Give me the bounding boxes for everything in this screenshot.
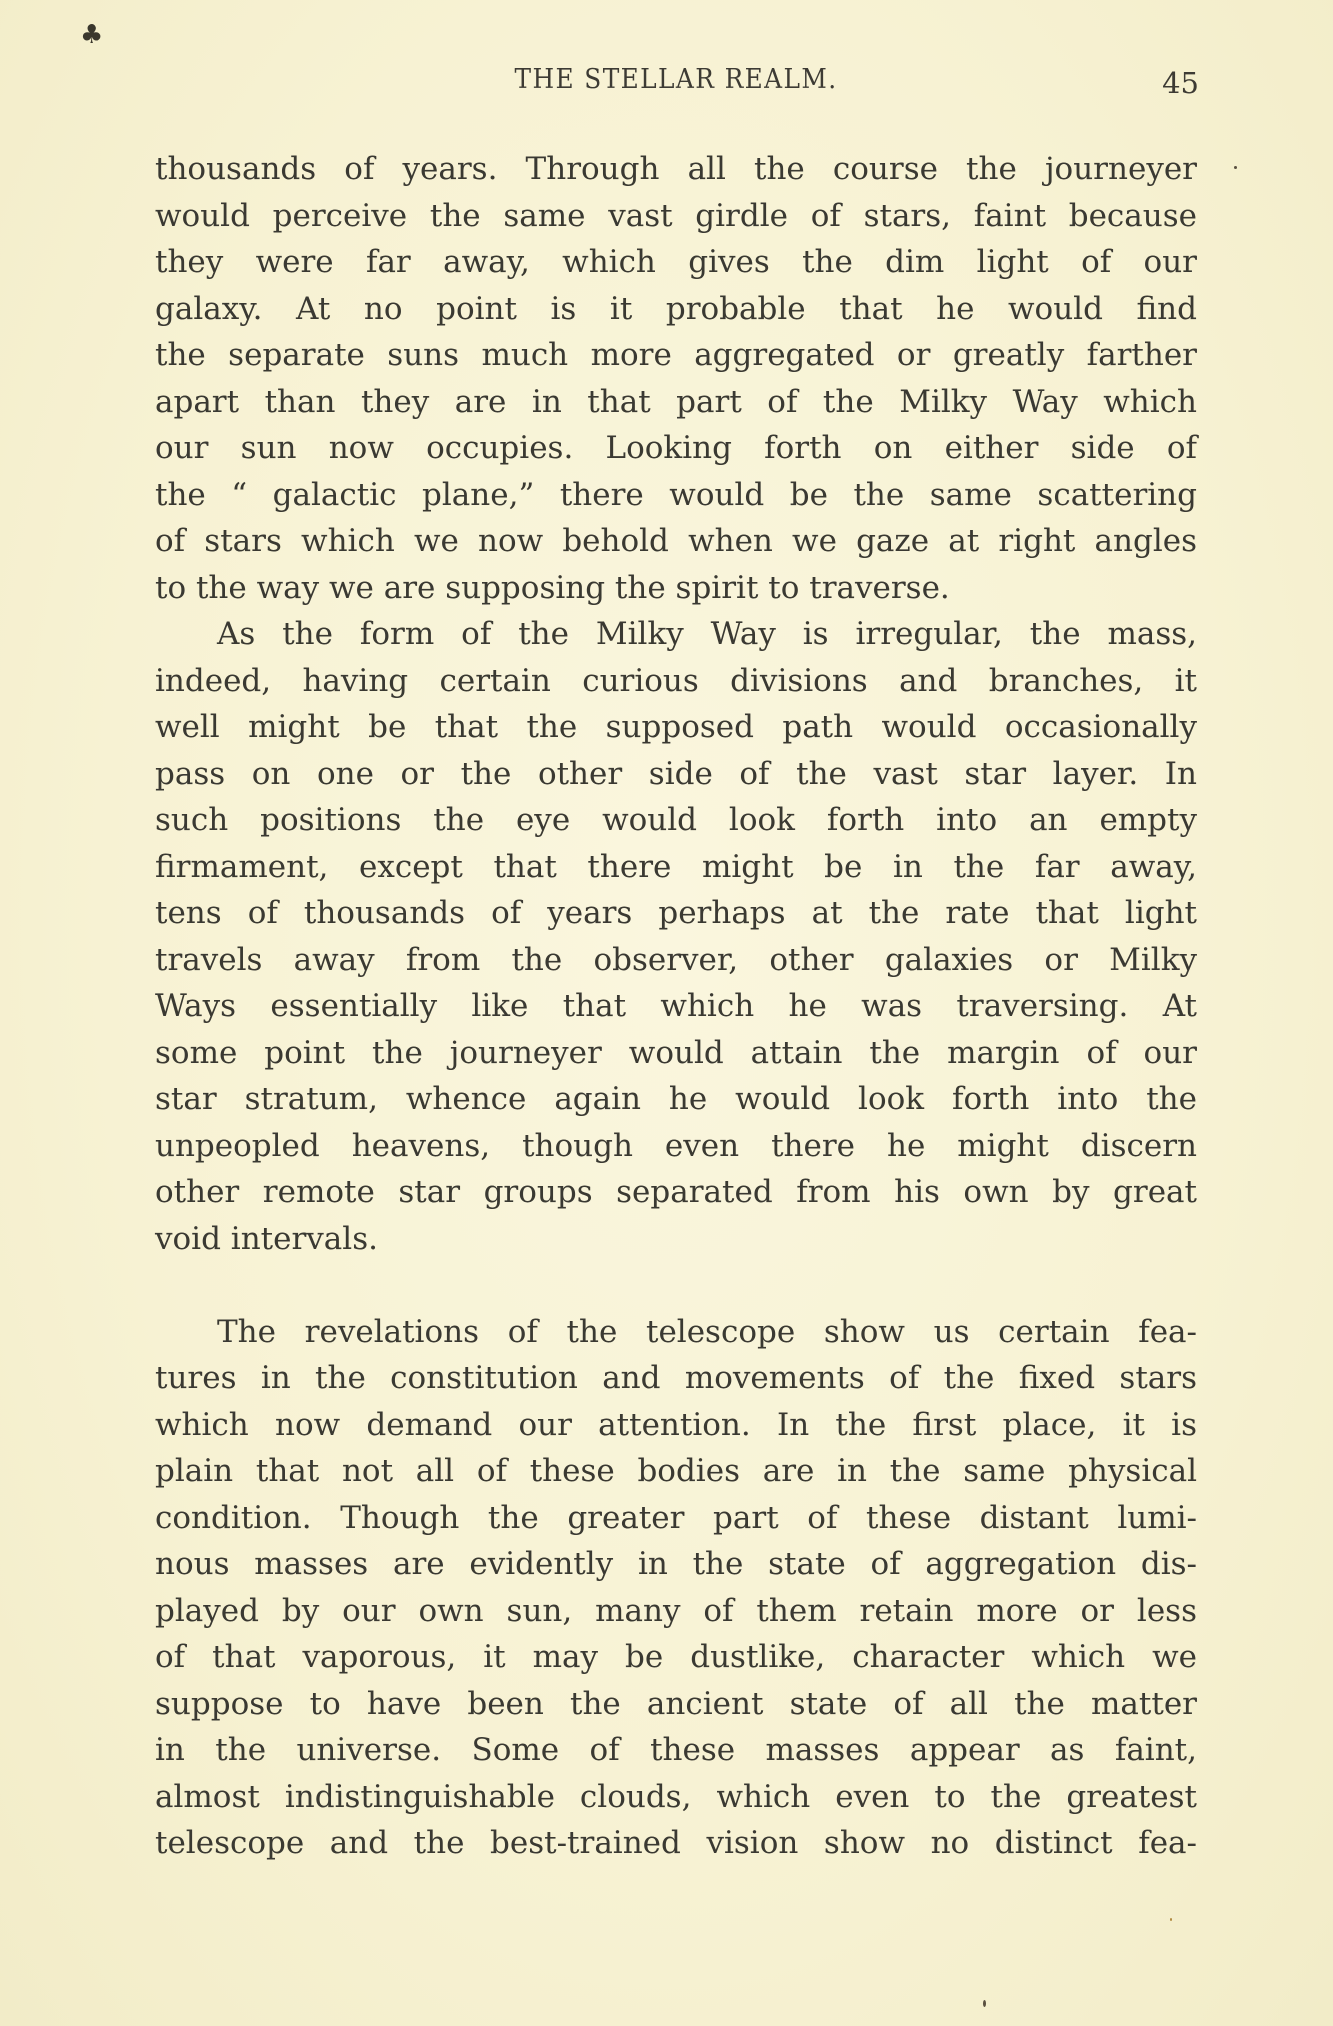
text-line: of that vaporous, it may be dustlike, character which we — [155, 1639, 1197, 1675]
text-line: some point the journeyer would attain the margin of our — [155, 1034, 1197, 1071]
text-line: played by our own sun, many of them retain more or less — [155, 1592, 1197, 1629]
text-line: would perceive the same vast girdle of stars, faint because — [155, 197, 1197, 234]
printer-ornament-icon: ♣ — [80, 20, 104, 50]
text-line: telescope and the best-trained vision show no distinct fea- — [155, 1825, 1197, 1861]
paragraph-1 — [155, 146, 1197, 611]
text-line: travels away from the observer, other galaxies or Milky — [155, 941, 1197, 978]
text-line: void intervals. — [155, 1220, 378, 1257]
text-line: such positions the eye would look forth into an empty — [155, 802, 1197, 838]
section-break — [155, 1262, 1197, 1309]
running-head — [155, 64, 1197, 104]
paragraph-2 — [155, 611, 1197, 1262]
body-text — [155, 146, 1197, 1867]
text-line: tens of thousands of years perhaps at the rate that light — [155, 895, 1197, 931]
text-line: apart than they are in that part of the Milky Way which — [155, 383, 1197, 420]
text-line: to the way we are supposing the spirit to traverse. — [155, 569, 950, 606]
text-line: plain that not all of these bodies are in the same physical — [155, 1453, 1197, 1489]
text-line: the “ galactic plane,” there would be the same scattering — [155, 476, 1197, 513]
text-line: nous masses are evidently in the state of aggregation dis- — [155, 1546, 1197, 1582]
text-line: they were far away, which gives the dim light of our — [155, 244, 1197, 280]
text-line: of stars which we now behold when we gaze at right angles — [155, 523, 1197, 559]
text-line: condition. Though the greater part of these distant lumi- — [155, 1499, 1197, 1536]
text-line: tures in the constitution and movements of the fixed stars — [155, 1360, 1197, 1396]
text-line: suppose to have been the ancient state of all the matter — [155, 1685, 1197, 1722]
paper-speck — [1170, 1918, 1172, 1921]
text-line: well might be that the supposed path would occasionally — [155, 709, 1197, 745]
text-line: our sun now occupies. Looking forth on either side of — [155, 430, 1197, 466]
text-line: which now demand our attention. In the first place, it is — [155, 1406, 1197, 1443]
paragraph-3 — [155, 1309, 1197, 1867]
text-line: firmament, except that there might be in the far away, — [155, 848, 1197, 885]
running-head-title: THE STELLAR REALM. — [514, 64, 838, 95]
text-line: other remote star groups separated from his own by great — [155, 1174, 1197, 1210]
text-line: unpeopled heavens, though even there he might discern — [155, 1127, 1197, 1164]
page-number: 45 — [1162, 66, 1199, 100]
text-line: The revelations of the telescope show us certain fea- — [217, 1313, 1197, 1350]
paper-speck — [1234, 166, 1237, 169]
text-line: in the universe. Some of these masses appear as faint, — [155, 1732, 1197, 1768]
text-line: star stratum, whence again he would look forth into the — [155, 1081, 1197, 1117]
text-line: As the form of the Milky Way is irregular, the mass, — [217, 616, 1197, 652]
paper-speck — [983, 2000, 986, 2007]
text-line: the separate suns much more aggregated or greatly farther — [155, 337, 1197, 373]
text-line: almost indistinguishable clouds, which even to the greatest — [155, 1778, 1197, 1815]
text-line: thousands of years. Through all the course the journeyer — [155, 151, 1197, 187]
text-line: Ways essentially like that which he was traversing. At — [155, 988, 1197, 1024]
text-line: indeed, having certain curious divisions and branches, it — [155, 662, 1197, 699]
text-line: galaxy. At no point is it probable that he would find — [155, 290, 1197, 327]
text-line: pass on one or the other side of the vast star layer. In — [155, 755, 1197, 792]
